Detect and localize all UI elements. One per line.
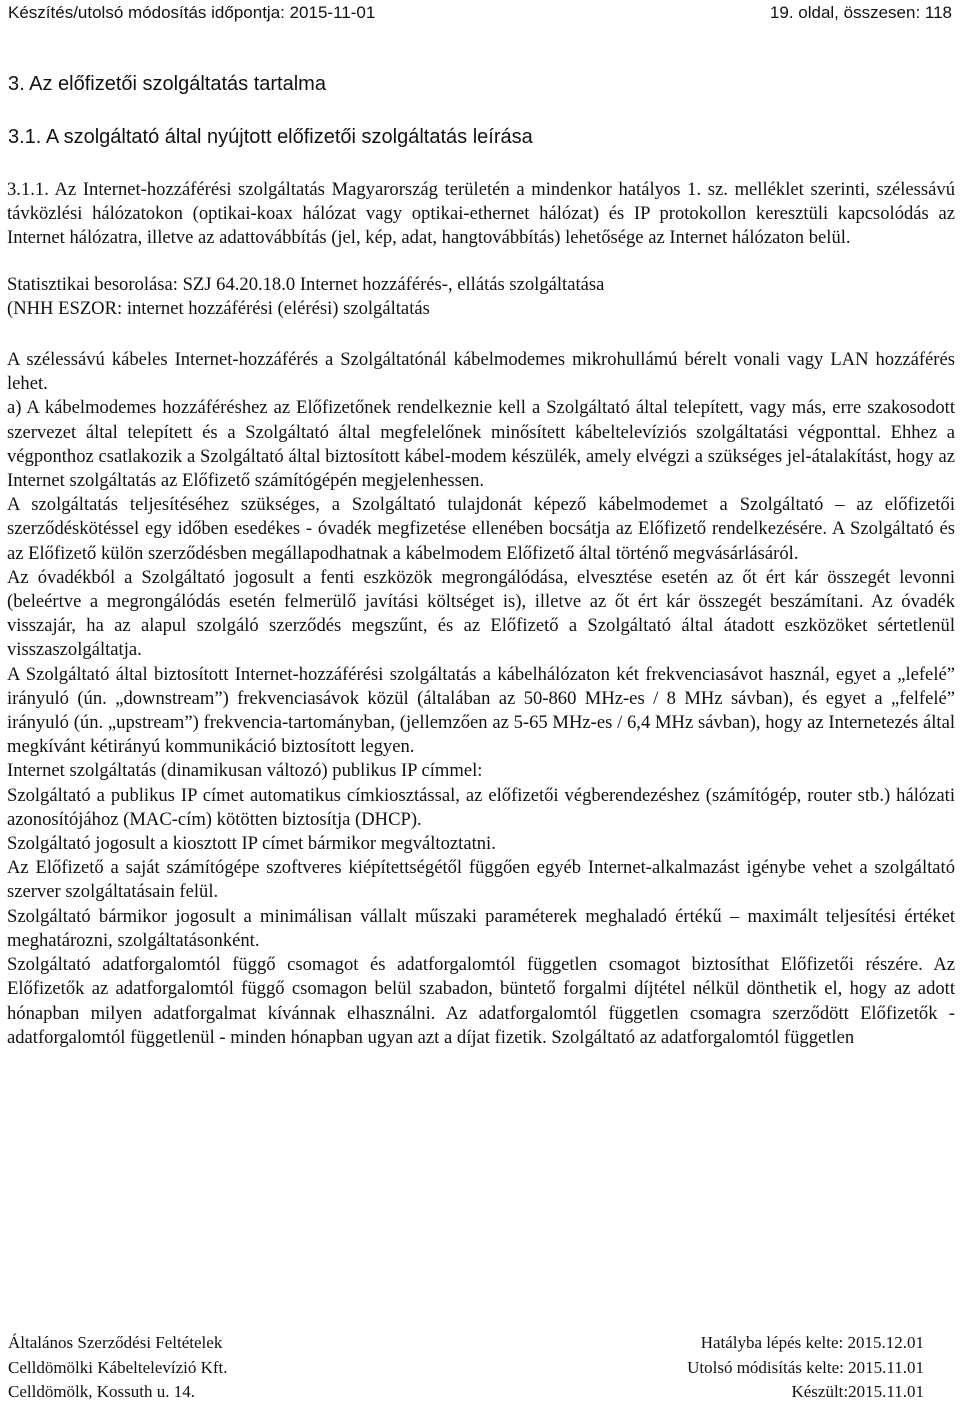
header-page-number: 19. oldal, összesen: 118: [769, 3, 952, 22]
subsection-heading: 3.1. A szolgáltató által nyújtott előfizetői szolgáltatás leírása: [8, 126, 533, 148]
paragraph-dhcp: Szolgáltató a publikus IP címet automatikus címkiosztással, az előfizetői végberendezéshez (számítógép, router stb.) hálózati azonosítójához (MAC-cím) kötötten biztosítja (DHCP).: [7, 784, 955, 830]
footer-modified-date: Utolsó módisítás kelte: 2015.11.01: [687, 1357, 924, 1377]
footer-effective-date: Hatályba lépés kelte: 2015.12.01: [700, 1333, 924, 1352]
paragraph-statistical-class: Statisztikai besorolása: SZJ 64.20.18.0 Internet hozzáférés-, ellátás szolgáltatása: [7, 273, 605, 295]
page-header: [8, 2, 952, 24]
paragraph-ip-change: Szolgáltató jogosult a kiosztott IP címet bármikor megváltoztatni.: [7, 833, 496, 855]
paragraph-nhh-eszor: (NHH ESZOR: internet hozzáférési (elérési) szolgáltatás: [7, 297, 430, 319]
paragraph-frequency-bands: A Szolgáltató által biztosított Internet-hozzáférési szolgáltatás a kábelhálózaton két frekvenciasávot használ, egyet a „lefelé” irányuló (ún. „downstream”) frekvenciasávok közül (általában az 50-860 MHz-es / 8 MHz sávban), és egyet a „felfelé” irányuló (ún. „upstream”) frekvencia-tartományban, (jellemzően az 5-65 MHz-es / 6,4 MHz sávban), hogy az Internetezés által megkívánt kétirányú kommunikáció biztosított legyen.: [7, 663, 955, 758]
paragraph-broadband-access: A szélessávú kábeles Internet-hozzáférés a Szolgáltatónál kábelmodemes mikrohullámú bérelt vonali vagy LAN hozzáférés lehet.: [7, 349, 955, 395]
header-timestamp: Készítés/utolsó módosítás időpontja: 2015-11-01: [8, 3, 376, 22]
paragraph-deposit-rules: Az óvadékból a Szolgáltató jogosult a fenti eszközök megrongálódása, elvesztése esetén az őt ért kár összegét levonni (beleértve a megrongálódás esetén felmerülő javítási költséget is), illetve az őt ért kár összegét beszámítani. Az óvadék visszajár, ha az alapul szolgáló szerződés megszűnt, és az Előfizető a Szolgáltató által átadott eszközöket sértetlenül visszaszolgáltatja.: [7, 566, 955, 661]
footer-company-name: Celldömölki Kábeltelevízió Kft.: [8, 1357, 228, 1377]
paragraph-max-performance: Szolgáltató bármikor jogosult a minimálisan vállalt műszaki paraméterek meghaladó értékű – maximált teljesítési értéket meghatározni, szolgáltatásonként.: [7, 905, 955, 951]
document-body: [7, 178, 955, 1050]
paragraph-traffic-packages: Szolgáltató adatforgalomtól függő csomagot és adatforgalomtól független csomagot biztosíthat Előfizetői részére. Az Előfizetők az adatforgalomtól függő csomagon belül szabadon, büntető forgalmi díjtétel nélkül dönthetik el, hogy az adott hónapban milyen adatforgalmat kívánnak elhasználni. Az adatforgalomtól független csomagra szerződött Előfizetők - adatforgalomtól függetlenül - minden hónapban ugyan azt a díjat fizetik. Szolgáltató az adatforgalomtól független: [7, 954, 955, 1048]
paragraph-public-ip: Internet szolgáltatás (dinamikusan változó) publikus IP címmel:: [7, 760, 483, 782]
paragraph-other-apps: Az Előfizető a saját számítógépe szoftveres kiépítettségétől függően egyéb Internet-alkalmazást igénybe vehet a szolgáltató szerver szolgáltatásain felül.: [7, 857, 955, 903]
paragraph-modem-deposit: A szolgáltatás teljesítéséhez szükséges, a Szolgáltató tulajdonát képező kábelmodemet a Szolgáltató – az előfizetői szerződéskötéssel egy időben esedékes - óvadék megfizetése ellenében bocsátja az Előfizető rendelkezésére. A Szolgáltató és az Előfizető külön szerződésben megállapodhatnak a kábelmodem Előfizető által történő megvásárlásáról.: [7, 494, 955, 564]
paragraph-cable-modem: a) A kábelmodemes hozzáféréshez az Előfizetőnek rendelkeznie kell a Szolgáltató által telepített, vagy más, erre szakosodott szervezet által telepített és a Szolgáltató által megfelelőnek minősített kábeltelevíziós szolgáltatási végponttal. Ehhez a végponthoz csatlakozik a Szolgáltató által biztosított kábel-modem készülék, amely elvégzi a szükséges jel-átalakítást, hogy az Internet szolgáltatás az Előfizető számítógépén megjelenhessen.: [7, 397, 955, 492]
footer-address: Celldömölk, Kossuth u. 14.: [8, 1382, 196, 1401]
paragraph-3-1-1: 3.1.1. Az Internet-hozzáférési szolgáltatás Magyarország területén a mindenkor hatályos 1. sz. melléklet szerinti, szélessávú távközlési hálózatokon (optikai-koax hálózat vagy optikai-ethernet hálózat) és IP protokollon keresztüli kapcsolódás az Internet hálózatra, illetve az adattovábbítás (jel, kép, adat, hangtovábbítás) lehetősége az Internet hálózaton belül.: [7, 179, 955, 249]
footer-document-title: Általános Szerződési Feltételek: [8, 1333, 223, 1352]
footer-created-date: Készült:2015.11.01: [791, 1382, 924, 1401]
section-heading: 3. Az előfizetői szolgáltatás tartalma: [8, 73, 326, 95]
page-footer: [8, 1331, 924, 1405]
